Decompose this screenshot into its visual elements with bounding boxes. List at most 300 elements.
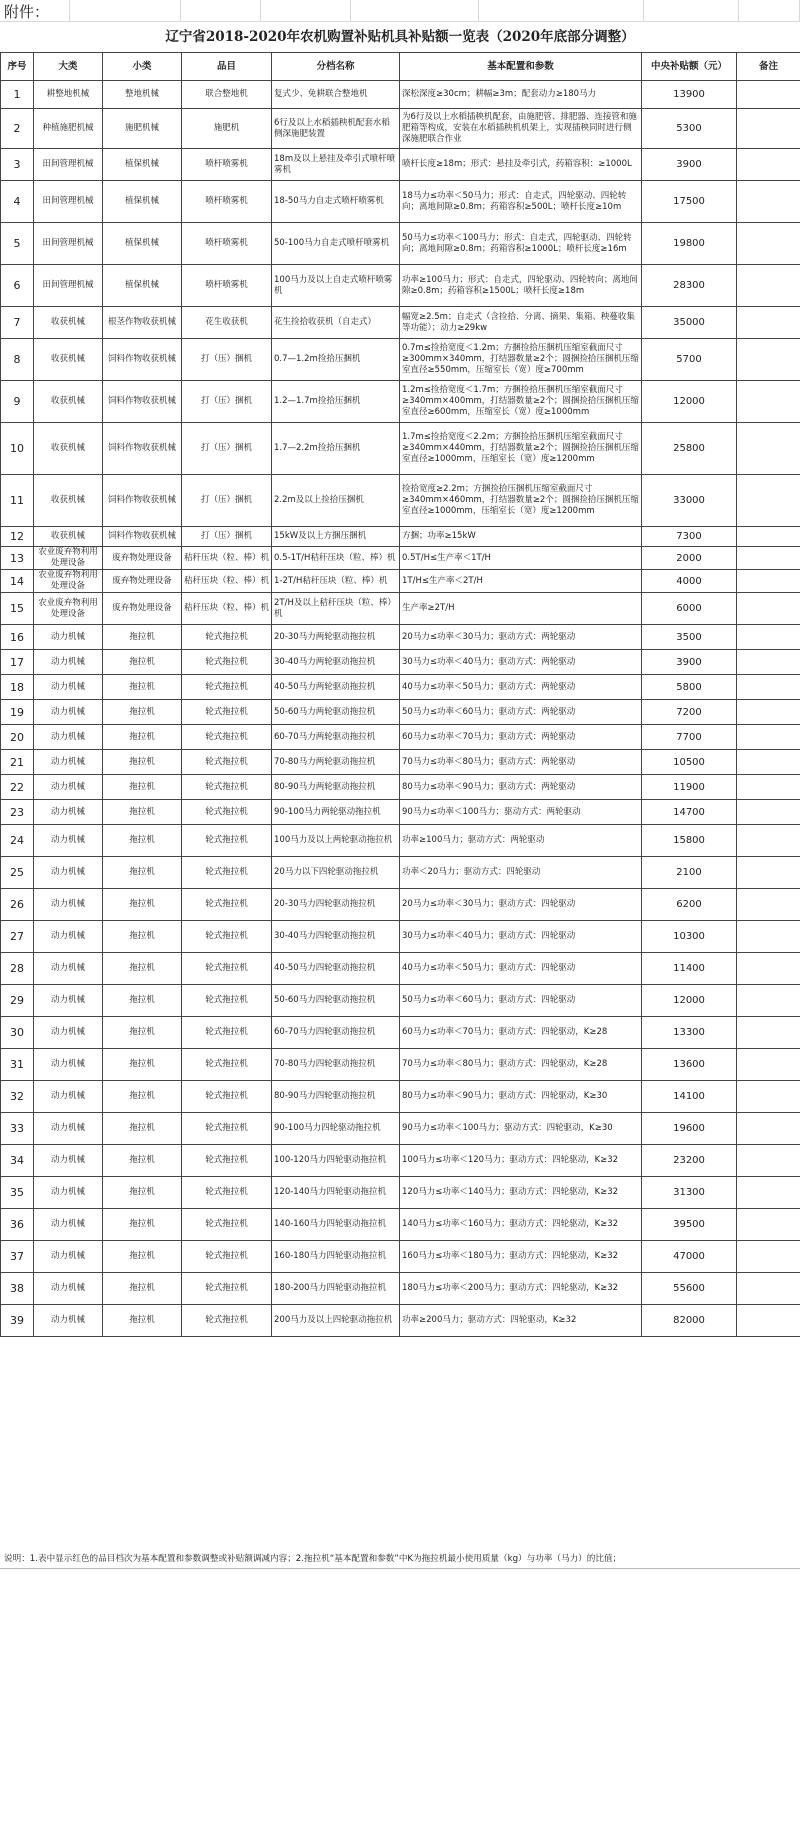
cell-subsidy: 10500 [642, 750, 737, 775]
cell-seq: 4 [1, 181, 34, 223]
cell-item: 轮式拖拉机 [182, 800, 272, 825]
cell-category: 动力机械 [34, 750, 103, 775]
table-row [1, 109, 800, 149]
cell-subcategory: 拖拉机 [103, 650, 182, 675]
cell-subcategory: 拖拉机 [103, 1273, 182, 1305]
cell-params: 1T/H≤生产率＜2T/H [400, 570, 642, 593]
cell-grade: 50-60马力四轮驱动拖拉机 [272, 985, 400, 1017]
cell-remark [737, 181, 800, 223]
cell-params: 70马力≤功率＜80马力；驱动方式：四轮驱动，K≥28 [400, 1049, 642, 1081]
cell-params: 70马力≤功率＜80马力；驱动方式：两轮驱动 [400, 750, 642, 775]
cell-params: 30马力≤功率＜40马力；驱动方式：四轮驱动 [400, 921, 642, 953]
cell-subcategory: 饲料作物收获机械 [103, 423, 182, 475]
cell-params: 18马力≤功率＜50马力；形式：自走式，四轮驱动、四轮转向；离地间隙≥0.8m；药箱容积≥500L；喷杆长度≥10m [400, 181, 642, 223]
cell-category: 动力机械 [34, 857, 103, 889]
cell-subcategory: 拖拉机 [103, 1241, 182, 1273]
cell-remark [737, 475, 800, 527]
cell-params: 20马力≤功率＜30马力；驱动方式：四轮驱动 [400, 889, 642, 921]
table-row [1, 889, 800, 921]
cell-subcategory: 整地机械 [103, 81, 182, 109]
cell-category: 收获机械 [34, 307, 103, 339]
cell-remark [737, 625, 800, 650]
cell-subcategory: 拖拉机 [103, 750, 182, 775]
cell-item: 轮式拖拉机 [182, 1081, 272, 1113]
cell-subsidy: 4000 [642, 570, 737, 593]
cell-grade: 18m及以上悬挂及牵引式喷杆喷雾机 [272, 149, 400, 181]
cell-grade: 180-200马力四轮驱动拖拉机 [272, 1273, 400, 1305]
subsidy-table [0, 52, 800, 1337]
cell-remark [737, 700, 800, 725]
cell-seq: 24 [1, 825, 34, 857]
cell-seq: 7 [1, 307, 34, 339]
cell-params: 功率≥200马力；驱动方式：四轮驱动，K≥32 [400, 1305, 642, 1337]
table-row [1, 1177, 800, 1209]
cell-subsidy: 35000 [642, 307, 737, 339]
cell-category: 收获机械 [34, 475, 103, 527]
cell-params: 120马力≤功率＜140马力；驱动方式：四轮驱动，K≥32 [400, 1177, 642, 1209]
cell-seq: 22 [1, 775, 34, 800]
cell-remark [737, 750, 800, 775]
cell-item: 轮式拖拉机 [182, 1145, 272, 1177]
cell-subcategory: 拖拉机 [103, 1177, 182, 1209]
cell-params: 喷杆长度≥18m；形式：悬挂及牵引式，药箱容积：≥1000L [400, 149, 642, 181]
cell-subsidy: 13900 [642, 81, 737, 109]
cell-subsidy: 25800 [642, 423, 737, 475]
table-header-row [1, 53, 800, 81]
cell-subsidy: 55600 [642, 1273, 737, 1305]
cell-params: 50马力≤功率＜60马力；驱动方式：四轮驱动 [400, 985, 642, 1017]
header-remark: 备注 [737, 53, 800, 81]
cell-category: 动力机械 [34, 1273, 103, 1305]
cell-seq: 38 [1, 1273, 34, 1305]
cell-seq: 36 [1, 1209, 34, 1241]
cell-subcategory: 拖拉机 [103, 775, 182, 800]
table-row [1, 181, 800, 223]
cell-subsidy: 5700 [642, 339, 737, 381]
cell-subsidy: 6000 [642, 593, 737, 625]
cell-remark [737, 81, 800, 109]
cell-seq: 5 [1, 223, 34, 265]
table-row [1, 857, 800, 889]
cell-item: 轮式拖拉机 [182, 1273, 272, 1305]
cell-subsidy: 5800 [642, 675, 737, 700]
cell-item: 秸秆压块（粒、棒）机 [182, 547, 272, 570]
cell-category: 耕整地机械 [34, 81, 103, 109]
cell-subsidy: 7700 [642, 725, 737, 750]
cell-subsidy: 3900 [642, 650, 737, 675]
table-row [1, 675, 800, 700]
cell-subsidy: 82000 [642, 1305, 737, 1337]
cell-params: 捡拾宽度≥2.2m；方捆捡拾压捆机压缩室截面尺寸≥340mm×460mm，打结器数量≥2个；圆捆捡拾压捆机压缩室直径≥1000mm，压缩室长（宽）度≥1200mm [400, 475, 642, 527]
cell-seq: 35 [1, 1177, 34, 1209]
cell-grade: 100-120马力四轮驱动拖拉机 [272, 1145, 400, 1177]
cell-seq: 17 [1, 650, 34, 675]
table-row [1, 527, 800, 547]
cell-subcategory: 拖拉机 [103, 1113, 182, 1145]
sheet-top-gridline [0, 0, 800, 22]
cell-remark [737, 339, 800, 381]
cell-params: 20马力≤功率＜30马力；驱动方式：两轮驱动 [400, 625, 642, 650]
cell-grade: 120-140马力四轮驱动拖拉机 [272, 1177, 400, 1209]
table-row [1, 265, 800, 307]
cell-category: 动力机械 [34, 1049, 103, 1081]
cell-grade: 80-90马力两轮驱动拖拉机 [272, 775, 400, 800]
cell-item: 秸秆压块（粒、棒）机 [182, 593, 272, 625]
cell-subcategory: 植保机械 [103, 223, 182, 265]
cell-params: 深松深度≥30cm；耕幅≥3m；配套动力≥180马力 [400, 81, 642, 109]
cell-seq: 29 [1, 985, 34, 1017]
cell-item: 喷杆喷雾机 [182, 149, 272, 181]
cell-subsidy: 7300 [642, 527, 737, 547]
cell-remark [737, 953, 800, 985]
cell-category: 收获机械 [34, 527, 103, 547]
cell-grade: 50-100马力自走式喷杆喷雾机 [272, 223, 400, 265]
cell-subcategory: 拖拉机 [103, 1145, 182, 1177]
table-row [1, 921, 800, 953]
cell-subcategory: 饲料作物收获机械 [103, 527, 182, 547]
cell-params: 50马力≤功率＜60马力；驱动方式：两轮驱动 [400, 700, 642, 725]
cell-item: 轮式拖拉机 [182, 1049, 272, 1081]
cell-item: 轮式拖拉机 [182, 889, 272, 921]
cell-item: 轮式拖拉机 [182, 625, 272, 650]
cell-category: 动力机械 [34, 775, 103, 800]
cell-item: 轮式拖拉机 [182, 825, 272, 857]
cell-subcategory: 饲料作物收获机械 [103, 339, 182, 381]
cell-item: 轮式拖拉机 [182, 1113, 272, 1145]
table-row [1, 1209, 800, 1241]
cell-seq: 32 [1, 1081, 34, 1113]
cell-category: 农业废弃物利用处理设备 [34, 570, 103, 593]
cell-params: 生产率≥2T/H [400, 593, 642, 625]
cell-seq: 30 [1, 1017, 34, 1049]
cell-params: 100马力≤功率＜120马力；驱动方式：四轮驱动，K≥32 [400, 1145, 642, 1177]
cell-subsidy: 5300 [642, 109, 737, 149]
table-row [1, 1305, 800, 1337]
cell-subsidy: 19800 [642, 223, 737, 265]
table-title: 辽宁省2018-2020年农机购置补贴机具补贴额一览表（2020年底部分调整） [165, 29, 635, 45]
table-row [1, 700, 800, 725]
table-row [1, 570, 800, 593]
cell-subcategory: 拖拉机 [103, 921, 182, 953]
cell-subsidy: 2100 [642, 857, 737, 889]
cell-remark [737, 149, 800, 181]
cell-subsidy: 3900 [642, 149, 737, 181]
cell-params: 功率＜20马力；驱动方式：四轮驱动 [400, 857, 642, 889]
table-row [1, 81, 800, 109]
cell-category: 动力机械 [34, 1241, 103, 1273]
cell-grade: 复式少、免耕联合整地机 [272, 81, 400, 109]
cell-item: 打（压）捆机 [182, 381, 272, 423]
cell-category: 动力机械 [34, 1017, 103, 1049]
cell-subcategory: 饲料作物收获机械 [103, 475, 182, 527]
cell-subsidy: 12000 [642, 985, 737, 1017]
cell-remark [737, 570, 800, 593]
cell-subsidy: 2000 [642, 547, 737, 570]
cell-remark [737, 1273, 800, 1305]
cell-category: 动力机械 [34, 825, 103, 857]
header-params: 基本配置和参数 [400, 53, 642, 81]
cell-remark [737, 547, 800, 570]
table-row [1, 953, 800, 985]
cell-remark [737, 223, 800, 265]
cell-subcategory: 拖拉机 [103, 1049, 182, 1081]
cell-subcategory: 拖拉机 [103, 1081, 182, 1113]
cell-grade: 50-60马力两轮驱动拖拉机 [272, 700, 400, 725]
cell-subcategory: 拖拉机 [103, 985, 182, 1017]
cell-item: 花生收获机 [182, 307, 272, 339]
cell-grade: 1.7—2.2m捡拾压捆机 [272, 423, 400, 475]
cell-params: 180马力≤功率＜200马力；驱动方式：四轮驱动，K≥32 [400, 1273, 642, 1305]
cell-item: 轮式拖拉机 [182, 985, 272, 1017]
cell-remark [737, 775, 800, 800]
table-row [1, 625, 800, 650]
cell-subcategory: 施肥机械 [103, 109, 182, 149]
cell-grade: 30-40马力四轮驱动拖拉机 [272, 921, 400, 953]
header-seq: 序号 [1, 53, 34, 81]
cell-category: 种植施肥机械 [34, 109, 103, 149]
cell-remark [737, 1113, 800, 1145]
cell-grade: 20马力以下四轮驱动拖拉机 [272, 857, 400, 889]
cell-item: 轮式拖拉机 [182, 650, 272, 675]
cell-seq: 39 [1, 1305, 34, 1337]
cell-remark [737, 1081, 800, 1113]
cell-category: 动力机械 [34, 921, 103, 953]
cell-item: 轮式拖拉机 [182, 921, 272, 953]
table-row [1, 1241, 800, 1273]
cell-category: 动力机械 [34, 675, 103, 700]
cell-item: 施肥机 [182, 109, 272, 149]
cell-seq: 3 [1, 149, 34, 181]
cell-subcategory: 拖拉机 [103, 700, 182, 725]
cell-seq: 16 [1, 625, 34, 650]
cell-item: 轮式拖拉机 [182, 775, 272, 800]
cell-grade: 90-100马力两轮驱动拖拉机 [272, 800, 400, 825]
cell-grade: 100马力及以上两轮驱动拖拉机 [272, 825, 400, 857]
cell-item: 轮式拖拉机 [182, 700, 272, 725]
cell-item: 打（压）捆机 [182, 339, 272, 381]
table-row [1, 149, 800, 181]
table-row [1, 381, 800, 423]
cell-grade: 2T/H及以上秸秆压块（粒、棒）机 [272, 593, 400, 625]
cell-item: 轮式拖拉机 [182, 1305, 272, 1337]
cell-subsidy: 14700 [642, 800, 737, 825]
cell-seq: 28 [1, 953, 34, 985]
cell-remark [737, 109, 800, 149]
table-row [1, 1081, 800, 1113]
cell-category: 动力机械 [34, 1177, 103, 1209]
table-row [1, 750, 800, 775]
cell-params: 30马力≤功率＜40马力；驱动方式：两轮驱动 [400, 650, 642, 675]
cell-category: 动力机械 [34, 700, 103, 725]
table-row [1, 650, 800, 675]
table-row [1, 800, 800, 825]
cell-subsidy: 15800 [642, 825, 737, 857]
table-row [1, 475, 800, 527]
cell-item: 轮式拖拉机 [182, 1209, 272, 1241]
cell-remark [737, 825, 800, 857]
cell-subcategory: 拖拉机 [103, 800, 182, 825]
cell-subcategory: 饲料作物收获机械 [103, 381, 182, 423]
cell-subsidy: 47000 [642, 1241, 737, 1273]
cell-params: 1.7m≤捡拾宽度＜2.2m；方捆捡拾压捆机压缩室截面尺寸≥340mm×440mm，打结器数量≥2个；圆捆捡拾压捆机压缩室直径≥1000mm，压缩室长（宽）度≥1200mm [400, 423, 642, 475]
cell-category: 动力机械 [34, 725, 103, 750]
cell-grade: 70-80马力四轮驱动拖拉机 [272, 1049, 400, 1081]
cell-subcategory: 拖拉机 [103, 675, 182, 700]
cell-params: 40马力≤功率＜50马力；驱动方式：两轮驱动 [400, 675, 642, 700]
cell-subsidy: 12000 [642, 381, 737, 423]
cell-subcategory: 废弃物处理设备 [103, 570, 182, 593]
cell-item: 打（压）捆机 [182, 475, 272, 527]
table-row [1, 547, 800, 570]
cell-item: 轮式拖拉机 [182, 675, 272, 700]
cell-seq: 31 [1, 1049, 34, 1081]
table-row [1, 593, 800, 625]
cell-remark [737, 857, 800, 889]
cell-seq: 19 [1, 700, 34, 725]
cell-category: 收获机械 [34, 381, 103, 423]
cell-params: 幅宽≥2.5m；自走式（含捡拾、分离、摘果、集箱、秧蔓收集等功能）；动力≥29kw [400, 307, 642, 339]
table-row [1, 223, 800, 265]
table-row [1, 1017, 800, 1049]
cell-subsidy: 11400 [642, 953, 737, 985]
cell-grade: 花生捡拾收获机（自走式） [272, 307, 400, 339]
cell-subcategory: 拖拉机 [103, 1305, 182, 1337]
cell-category: 动力机械 [34, 1145, 103, 1177]
cell-subcategory: 拖拉机 [103, 625, 182, 650]
table-row [1, 1145, 800, 1177]
cell-item: 联合整地机 [182, 81, 272, 109]
cell-remark [737, 307, 800, 339]
cell-grade: 20-30马力两轮驱动拖拉机 [272, 625, 400, 650]
cell-subsidy: 7200 [642, 700, 737, 725]
cell-params: 0.5T/H≤生产率＜1T/H [400, 547, 642, 570]
cell-item: 轮式拖拉机 [182, 1177, 272, 1209]
cell-subcategory: 植保机械 [103, 181, 182, 223]
cell-seq: 21 [1, 750, 34, 775]
cell-params: 0.7m≤捡拾宽度＜1.2m；方捆捡拾压捆机压缩室截面尺寸≥300mm×340mm，打结器数量≥2个；圆捆捡拾压捆机压缩室直径≥550mm，压缩室长（宽）度≥700mm [400, 339, 642, 381]
cell-remark [737, 1241, 800, 1273]
cell-seq: 2 [1, 109, 34, 149]
cell-seq: 1 [1, 81, 34, 109]
cell-seq: 8 [1, 339, 34, 381]
header-item: 品目 [182, 53, 272, 81]
cell-seq: 14 [1, 570, 34, 593]
cell-params: 40马力≤功率＜50马力；驱动方式：四轮驱动 [400, 953, 642, 985]
cell-subsidy: 11900 [642, 775, 737, 800]
cell-item: 轮式拖拉机 [182, 725, 272, 750]
cell-params: 140马力≤功率＜160马力；驱动方式：四轮驱动，K≥32 [400, 1209, 642, 1241]
table-row [1, 725, 800, 750]
cell-remark [737, 593, 800, 625]
cell-item: 打（压）捆机 [182, 527, 272, 547]
cell-grade: 2.2m及以上捡拾压捆机 [272, 475, 400, 527]
cell-grade: 160-180马力四轮驱动拖拉机 [272, 1241, 400, 1273]
cell-category: 农业废弃物利用处理设备 [34, 547, 103, 570]
cell-grade: 60-70马力两轮驱动拖拉机 [272, 725, 400, 750]
cell-item: 打（压）捆机 [182, 423, 272, 475]
cell-item: 轮式拖拉机 [182, 750, 272, 775]
cell-subsidy: 28300 [642, 265, 737, 307]
cell-seq: 6 [1, 265, 34, 307]
cell-category: 收获机械 [34, 423, 103, 475]
table-row [1, 825, 800, 857]
cell-remark [737, 1209, 800, 1241]
cell-params: 90马力≤功率＜100马力；驱动方式：四轮驱动，K≥30 [400, 1113, 642, 1145]
cell-subcategory: 拖拉机 [103, 857, 182, 889]
cell-remark [737, 1305, 800, 1337]
attachment-label: 附件： [4, 3, 50, 21]
cell-subsidy: 17500 [642, 181, 737, 223]
cell-category: 田间管理机械 [34, 223, 103, 265]
table-row [1, 775, 800, 800]
cell-grade: 0.7—1.2m捡拾压捆机 [272, 339, 400, 381]
cell-category: 动力机械 [34, 953, 103, 985]
cell-seq: 23 [1, 800, 34, 825]
cell-subsidy: 23200 [642, 1145, 737, 1177]
cell-category: 动力机械 [34, 1081, 103, 1113]
cell-subsidy: 39500 [642, 1209, 737, 1241]
cell-subcategory: 拖拉机 [103, 889, 182, 921]
cell-remark [737, 650, 800, 675]
cell-category: 收获机械 [34, 339, 103, 381]
cell-seq: 25 [1, 857, 34, 889]
cell-seq: 13 [1, 547, 34, 570]
cell-subcategory: 拖拉机 [103, 1017, 182, 1049]
cell-item: 轮式拖拉机 [182, 857, 272, 889]
cell-grade: 70-80马力两轮驱动拖拉机 [272, 750, 400, 775]
cell-subcategory: 废弃物处理设备 [103, 593, 182, 625]
cell-category: 动力机械 [34, 1209, 103, 1241]
cell-seq: 9 [1, 381, 34, 423]
cell-category: 动力机械 [34, 889, 103, 921]
cell-grade: 200马力及以上四轮驱动拖拉机 [272, 1305, 400, 1337]
cell-subcategory: 植保机械 [103, 265, 182, 307]
cell-params: 功率≥100马力；形式：自走式，四轮驱动、四轮转向；离地间隙≥0.8m；药箱容积≥1500L；喷杆长度≥18m [400, 265, 642, 307]
cell-grade: 100马力及以上自走式喷杆喷雾机 [272, 265, 400, 307]
cell-item: 轮式拖拉机 [182, 1241, 272, 1273]
cell-subcategory: 拖拉机 [103, 1209, 182, 1241]
cell-remark [737, 423, 800, 475]
cell-seq: 34 [1, 1145, 34, 1177]
cell-grade: 6行及以上水稻插秧机配套水稻侧深施肥装置 [272, 109, 400, 149]
cell-seq: 10 [1, 423, 34, 475]
cell-params: 50马力≤功率＜100马力；形式：自走式，四轮驱动、四轮转向；离地间隙≥0.8m；药箱容积≥1000L；喷杆长度≥16m [400, 223, 642, 265]
cell-remark [737, 889, 800, 921]
cell-category: 动力机械 [34, 650, 103, 675]
cell-subsidy: 3500 [642, 625, 737, 650]
cell-subcategory: 拖拉机 [103, 725, 182, 750]
table-row [1, 985, 800, 1017]
cell-grade: 1.2—1.7m捡拾压捆机 [272, 381, 400, 423]
cell-category: 动力机械 [34, 800, 103, 825]
cell-params: 60马力≤功率＜70马力；驱动方式：两轮驱动 [400, 725, 642, 750]
cell-grade: 30-40马力两轮驱动拖拉机 [272, 650, 400, 675]
cell-remark [737, 985, 800, 1017]
cell-item: 秸秆压块（粒、棒）机 [182, 570, 272, 593]
cell-item: 喷杆喷雾机 [182, 223, 272, 265]
cell-seq: 33 [1, 1113, 34, 1145]
cell-remark [737, 1017, 800, 1049]
cell-remark [737, 1145, 800, 1177]
header-subsidy: 中央补贴额（元） [642, 53, 737, 81]
cell-item: 喷杆喷雾机 [182, 265, 272, 307]
header-grade: 分档名称 [272, 53, 400, 81]
cell-remark [737, 1177, 800, 1209]
cell-remark [737, 675, 800, 700]
cell-subsidy: 13600 [642, 1049, 737, 1081]
header-category: 大类 [34, 53, 103, 81]
cell-grade: 140-160马力四轮驱动拖拉机 [272, 1209, 400, 1241]
